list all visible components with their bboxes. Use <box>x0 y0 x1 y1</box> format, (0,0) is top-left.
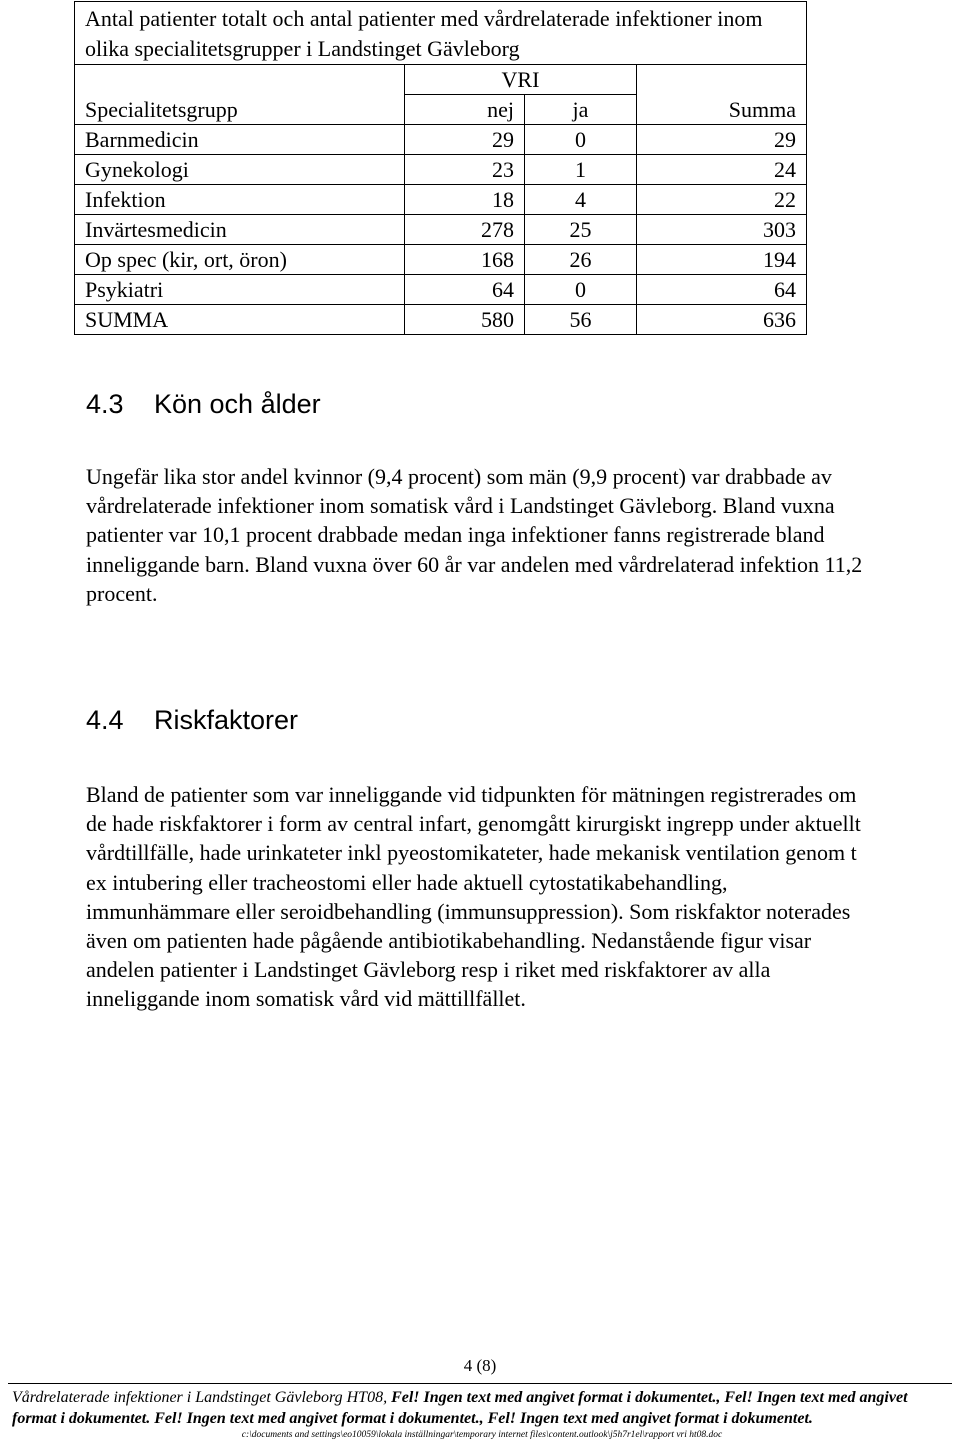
section-number: 4.4 <box>86 705 124 735</box>
footer-divider <box>8 1383 952 1384</box>
table-header-row <box>75 95 807 125</box>
table-header-cell: Summa <box>637 95 807 125</box>
table-cell: 303 <box>637 215 807 245</box>
table-cell: 18 <box>405 185 525 215</box>
table-cell: 64 <box>405 275 525 305</box>
table-row <box>75 305 807 335</box>
table-row <box>75 215 807 245</box>
table-cell: Barnmedicin <box>75 125 405 155</box>
section-title: Kön och ålder <box>154 389 321 419</box>
table-header-cell: ja <box>525 95 637 125</box>
footer-separator: , <box>716 1389 721 1406</box>
table-caption: Antal patienter totalt och antal patienter med vårdrelaterade infektioner inom olika specialitetsgrupper i Landstinget Gävleborg <box>75 2 807 65</box>
section-heading-4-4 <box>86 705 298 736</box>
table-cell: Op spec (kir, ort, öron) <box>75 245 405 275</box>
table-cell: 25 <box>525 215 637 245</box>
table-cell: 168 <box>405 245 525 275</box>
table-cell: 278 <box>405 215 525 245</box>
table-cell: 0 <box>525 125 637 155</box>
table-cell: 26 <box>525 245 637 275</box>
section-title: Riskfaktorer <box>154 705 299 735</box>
table-cell: SUMMA <box>75 305 405 335</box>
table-cell: 0 <box>525 275 637 305</box>
table-cell: 22 <box>637 185 807 215</box>
table-cell: 23 <box>405 155 525 185</box>
table-cell: 4 <box>525 185 637 215</box>
table-group-header: VRI <box>405 65 637 95</box>
table-cell: Infektion <box>75 185 405 215</box>
table-header-cell: nej <box>405 95 525 125</box>
table-row <box>75 125 807 155</box>
footer-separator: , <box>479 1410 484 1427</box>
footer-error: Fel! Ingen text med angivet format i dokumentet. <box>391 1389 717 1406</box>
page-footer <box>12 1387 952 1429</box>
table-cell: 29 <box>637 125 807 155</box>
table-caption-row <box>75 2 807 65</box>
table-empty-cell <box>75 65 405 95</box>
section-4-4-body: Bland de patienter som var inneliggande vid tidpunkten för mätningen registrerades om de hade riskfaktorer i form av central infart, genomgått kirurgiskt ingrepp under aktuellt vårdtillfälle, hade urinkateter inkl pyeostomikateter, hade mekanisk ventilation genom t ex intubering eller tracheostomi eller hade aktuell cytostatikabehandling, immunhämmare eller seroidbehandling (immunsuppression). Som riskfaktor noterades även om patienten hade pågående antibiotikabehandling. Nedanstående figur visar andelen patienter i Landstinget Gävleborg resp i riket med riskfaktorer av alla inneliggande inom somatisk vård vid mättillfället. <box>86 782 861 1012</box>
section-4-3-body: Ungefär lika stor andel kvinnor (9,4 procent) som män (9,9 procent) var drabbade av vårdrelaterade infektioner inom somatisk vård i Landstinget Gävleborg. Bland vuxna patienter var 10,1 procent drabbade medan inga infektioner fanns registrerade bland inneliggande barn. Bland vuxna över 60 år var andelen med vårdrelaterad infektion 11,2 procent. <box>86 464 863 606</box>
table-cell: 29 <box>405 125 525 155</box>
section-heading-4-3 <box>86 389 321 420</box>
footer-error: Fel! Ingen text med angivet format i dokumentet. <box>487 1410 813 1427</box>
table-header-cell: Specialitetsgrupp <box>75 95 405 125</box>
table-cell: 24 <box>637 155 807 185</box>
table-row <box>75 185 807 215</box>
table-cell: 64 <box>637 275 807 305</box>
table-cell: 636 <box>637 305 807 335</box>
table-group-header-row <box>75 65 807 95</box>
section-number: 4.3 <box>86 389 124 419</box>
table-cell: 580 <box>405 305 525 335</box>
footer-file-path: c:\documents and settings\eo10059\lokala inställningar\temporary internet files\content.outlook\j5h7r1el\rapport vri ht08.doc <box>241 1430 723 1440</box>
table-cell: 56 <box>525 305 637 335</box>
table-row <box>75 245 807 275</box>
table-cell: 1 <box>525 155 637 185</box>
table-cell: 194 <box>637 245 807 275</box>
table-cell: Gynekologi <box>75 155 405 185</box>
table-empty-cell <box>637 65 807 95</box>
table-row <box>75 155 807 185</box>
footer-error: Fel! Ingen text med angivet format i dokumentet. <box>154 1410 480 1427</box>
page-number: 4 (8) <box>463 1356 497 1375</box>
vri-table <box>74 1 807 335</box>
footer-title: Vårdrelaterade infektioner i Landstinget Gävleborg HT08, <box>12 1389 388 1406</box>
table-row <box>75 275 807 305</box>
table-cell: Invärtesmedicin <box>75 215 405 245</box>
footer-error: Fel! Ingen text med angivet format i dokumentet. <box>12 1389 908 1427</box>
table-cell: Psykiatri <box>75 275 405 305</box>
